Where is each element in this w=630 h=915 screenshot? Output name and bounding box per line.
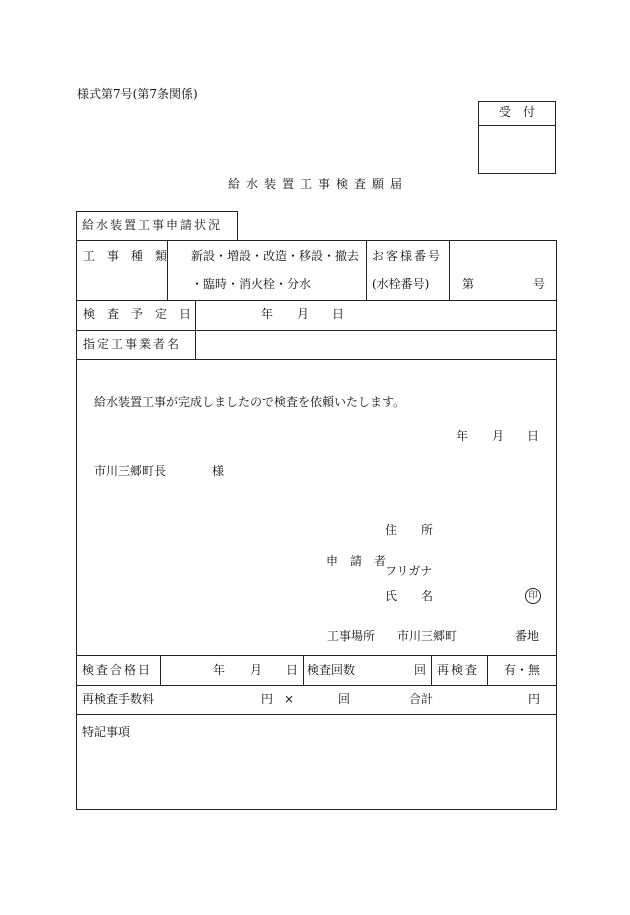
addressee: 市川三郷町長 [94,464,167,478]
number-prefix: 第 [462,277,475,291]
site-suffix: 番地 [515,629,540,643]
work-type-options-line1: 新設・増設・改造・移設・撤去 [191,249,360,263]
inspection-count-label: 検査回数 [307,663,356,677]
reinspection-label: 再検査 [437,663,480,677]
pass-date-year: 年 [213,663,226,677]
request-date-day: 日 [527,429,540,443]
name-label: 氏 名 [385,589,434,603]
inspection-date-label: 検 査 予 定 日 [83,307,192,321]
form-frame [76,240,557,810]
page-title: 給水装置工事検査願届 [228,177,409,191]
reinspection-options: 有・無 [504,663,541,677]
pass-date-month: 月 [250,663,263,677]
fee-label: 再検査手数料 [82,692,155,706]
site-label: 工事場所 [327,629,376,643]
furigana-label: フリガナ [385,564,433,578]
applicant-label: 申 請 者 [326,554,387,568]
address-label: 住 所 [385,523,434,537]
honorific: 様 [212,464,225,478]
request-date-year: 年 [456,429,469,443]
work-type-label: 工 事 種 類 [83,249,168,263]
notes-label: 特記事項 [82,725,131,739]
work-type-options-line2: ・臨時・消火栓・分水 [191,277,312,291]
request-date-month: 月 [492,429,505,443]
contractor-label: 指定工事業者名 [83,337,182,351]
inspection-date-month: 月 [297,307,310,321]
pass-date-label: 検査合格日 [82,663,153,677]
customer-number-label: お客様番号 [372,249,443,263]
request-text: 給水装置工事が完成しましたので検査を依頼いたします。 [94,395,406,409]
fee-unit: 円 [261,692,274,706]
hydrant-number-label: (水栓番号) [372,277,430,291]
times-unit: 回 [338,692,351,706]
inspection-date-day: 日 [332,307,345,321]
seal-mark: 印 [525,588,541,604]
total-unit: 円 [528,692,541,706]
total-label: 合計 [409,692,434,706]
times-sign: × [284,692,295,706]
section-title: 給水装置工事申請状況 [82,218,223,232]
site-town: 市川三郷町 [397,629,458,643]
number-suffix: 号 [533,277,546,291]
form-number: 様式第7号(第7条関係) [77,87,198,101]
inspection-count-unit: 回 [414,663,427,677]
pass-date-day: 日 [286,663,299,677]
inspection-date-year: 年 [261,307,274,321]
reception-label: 受 付 [498,105,535,119]
